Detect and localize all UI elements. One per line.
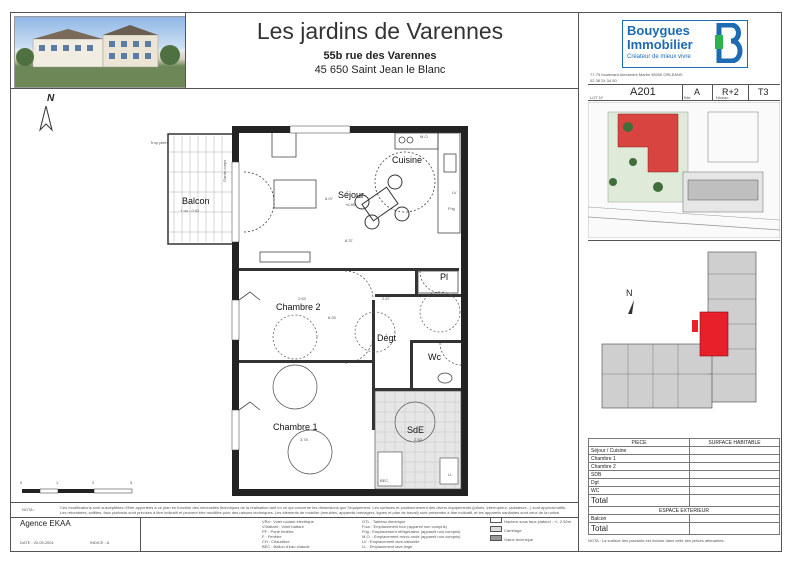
row-label: WC (589, 487, 690, 495)
brand-logo (622, 20, 748, 68)
exterior-total-label: Total (589, 523, 690, 535)
lot-building: A (694, 87, 701, 97)
table-row (589, 455, 780, 463)
row-label: Chambre 2 (589, 463, 690, 471)
address-city: 45 650 Saint Jean le Blanc (314, 64, 446, 76)
table-row (589, 515, 780, 523)
nota-text: Ces modifications sont susceptibles d'être apportées à ce plan en fonction des nécessités techniques de la réalisation tant en ce qui concerne les dimensions que l'équipement. Les surfaces et positionnement des divers équipements (prises, interrupteur, radiateurs...) sont approximatifs. Les retombées, soffites, faux plafonds sont précisés à titre indicatif et peuvent être modifiés pour des raisons techniques. Les éléments de mobilier (meubles, appareils ménagers, lignes et plan de travail) sont présentés à titre indicatif, et les appareils sanitaires sont ceux de la notice. (60, 505, 567, 515)
keyplan-north: N (626, 288, 633, 298)
scale-label-1: 1 (56, 480, 59, 485)
building-photo (14, 16, 186, 88)
dim-vertical-1: 8.93 (328, 315, 336, 320)
site-plan (588, 102, 780, 238)
lot-level-label: Niveau (716, 95, 729, 100)
dim-chambre2: 2.63 (298, 296, 306, 301)
lot-label: LOT N° (590, 95, 604, 100)
key-plan (588, 244, 780, 434)
brand-name-line2: Immobilier (627, 37, 693, 52)
room-cuisine: Cuisine (392, 155, 423, 165)
brand-phone: 02 38 24 34 50 (590, 78, 617, 83)
brand-address: 77-79 boulevard Alexandre Martin 45000 ORLEANS (590, 72, 683, 77)
lot-number: A201 (630, 86, 656, 98)
room-degagement: Dégt (377, 333, 397, 343)
north-arrow-icon (628, 300, 634, 314)
table-total-row (589, 495, 780, 507)
brand-b-icon (715, 23, 745, 63)
label-trop-plein: Trop plein (150, 140, 168, 145)
label-bec: BEC (380, 478, 389, 483)
dim-sejour-width: 8.37 (345, 238, 353, 243)
row-label: Balcon (589, 515, 690, 523)
room-sejour-area: +6.85 (345, 202, 356, 207)
label-garde-corps: Garde-corps (222, 159, 227, 182)
dim-vertical-2: 8.07 (325, 196, 333, 201)
lot-type: T3 (758, 87, 769, 97)
room-chambre-2: Chambre 2 (276, 302, 321, 312)
brand-tagline: Créateur de mieux vivre (627, 54, 691, 60)
room-balcon: Balcon (182, 196, 210, 206)
address-street: 55b rue des Varennes (323, 50, 437, 62)
agency-name: Agence EKAA (20, 519, 71, 528)
label-lave-linge: LL (448, 472, 453, 477)
footer-date: DATE : 20.05.2001 (20, 540, 54, 545)
col-piece-header: PIECE (589, 439, 690, 447)
table-row (589, 447, 780, 455)
footer-indice: INDICE : A (90, 540, 110, 545)
row-label: SDB (589, 471, 690, 479)
scale-bar (22, 486, 134, 496)
table-row (589, 487, 780, 495)
room-sejour: Séjour (338, 190, 365, 200)
table-nota: NOTA : La surface des placards est incluse dans celle des pièces attenantes. (588, 538, 725, 543)
col-surface-header: SURFACE HABITABLE (690, 439, 780, 447)
scale-label-2: 2 (92, 480, 95, 485)
north-arrow-icon (38, 106, 54, 132)
lot-building-label: Bât. (684, 95, 692, 100)
room-balcon-area: + ou - 0.02 (180, 208, 200, 213)
table-row (589, 479, 780, 487)
legend-col-2: GTL : Tableau électrique Four : Emplacement four (appareil non compris) Frig : Emplacement réfrigérateur (appareil non compris) M.O. : Emplacement micro-onde (appareil non compris) LV : Emplacement lave-vaisselle LL : Emplacement lave-linge (362, 519, 461, 549)
scale-label-5: 5 (130, 480, 133, 485)
row-label: Dgt (589, 479, 690, 487)
scale-label-0: 0 (20, 480, 23, 485)
exterior-header: ESPACE EXTERIEUR (589, 507, 780, 515)
project-title: Les jardins de Varennes (256, 18, 504, 44)
row-label: Chambre 1 (589, 455, 690, 463)
table-row (589, 471, 780, 479)
room-sde: SdE (407, 425, 425, 435)
room-chambre-1: Chambre 1 (273, 422, 318, 432)
table-total-row (589, 523, 780, 535)
label-lv: LV (452, 190, 457, 195)
label-mo: M.O. (420, 134, 429, 139)
highlighted-lot (700, 312, 728, 356)
lot-level: R+2 (722, 87, 739, 97)
legend-col-3: Hauteur sous faux plafond : +/- 2.50m Carrelage Gaine technique (490, 517, 571, 544)
legend-col-1: VRa : Volet roulant électrique V.Battant : Volet battant PF : Porte fenêtre F : Fenêtre CH : Chaudière BEC : Ballon d'eau chaude (262, 519, 314, 549)
label-frig: Frig (448, 206, 455, 211)
nota-label: NOTA : (22, 507, 35, 512)
dim-chambre1: 3.78 (300, 437, 308, 442)
room-placard: Pl (440, 272, 449, 282)
brand-name-line1: Bouygues (627, 23, 690, 38)
room-wc: Wc (428, 352, 441, 362)
balcony (168, 134, 234, 244)
dim-sde: 2.52 (414, 437, 422, 442)
row-label: Séjour / Cuisine (589, 447, 690, 455)
dim-degt: 2.67 (382, 296, 390, 301)
table-row (589, 463, 780, 471)
surface-table (588, 438, 780, 543)
plan-north-label: N (47, 93, 55, 104)
total-label: Total (589, 495, 690, 507)
